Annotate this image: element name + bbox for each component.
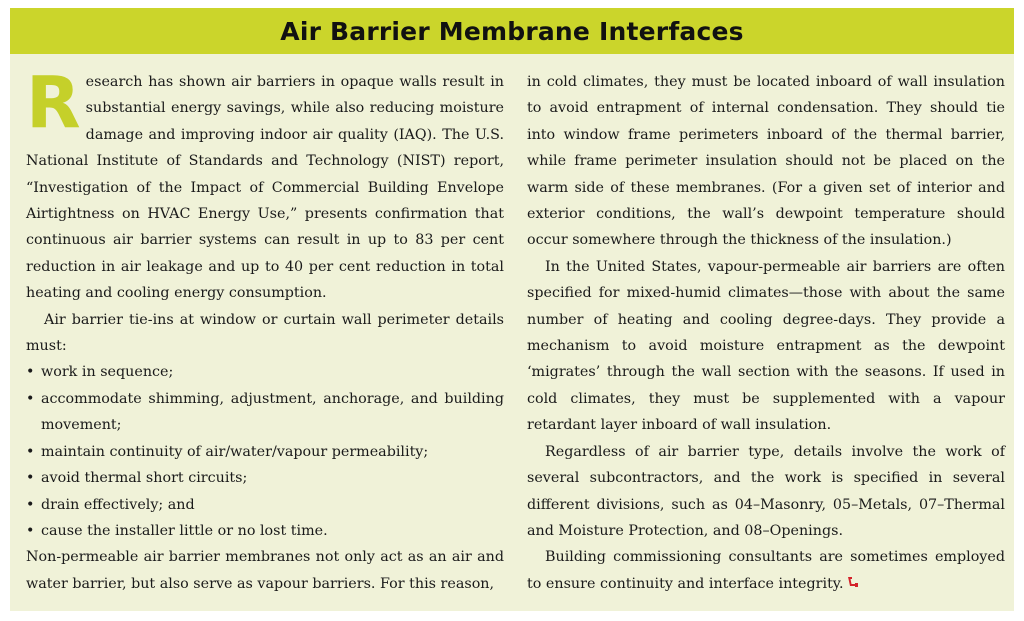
bullets-intro-paragraph: Air barrier tie-ins at window or curtain wall perimeter details must: xyxy=(26,311,504,355)
bullet-icon: • xyxy=(26,496,35,513)
bullet-icon: • xyxy=(26,470,35,487)
bullet-icon: • xyxy=(26,522,35,539)
us-climates-paragraph: In the United States, vapour-permeable air barriers are often specified for mixed-humid climates—those with about the same number of heating and cooling degree-days. They provide a mechanism to avoid moisture entrapment as the dewpoint ‘migrates’ through the wall section with the seasons. If used in cold climates, they must be supplemented with a vapour retardant layer inboard of wall insulation. xyxy=(527,258,1005,434)
end-of-article-icon xyxy=(846,576,860,590)
list-item: • work in sequence; xyxy=(26,359,504,385)
header-bar xyxy=(10,8,1014,54)
list-item: • accommodate shimming, adjustment, anchorage, and building movement; xyxy=(26,386,504,439)
left-column xyxy=(26,61,504,597)
bullet-icon: • xyxy=(26,443,35,460)
list-item: • cause the installer little or no lost time. xyxy=(26,518,504,544)
page-title: Air Barrier Membrane Interfaces xyxy=(280,16,744,46)
right-column xyxy=(527,69,1005,597)
bullet-icon: • xyxy=(26,390,35,407)
list-item: • maintain continuity of air/water/vapour permeability; xyxy=(26,439,504,465)
drop-cap: R xyxy=(26,61,81,144)
list-item: • avoid thermal short circuits; xyxy=(26,465,504,491)
intro-paragraph xyxy=(26,61,504,307)
membranes-paragraph: Non-permeable air barrier membranes not only act as an air and water barrier, but also serve as vapour barriers. For this reason, xyxy=(26,549,504,592)
commissioning-paragraph: Building commissioning consultants are sometimes employed to ensure continuity and interface integrity. xyxy=(527,549,1005,592)
continuation-paragraph: in cold climates, they must be located inboard of wall insulation to avoid entrapment of internal condensation. They should tie into window frame perimeters inboard of the thermal barrier, while frame perimeter insulation should not be placed on the warm side of these membranes. (For a given set of interior and exterior conditions, the wall’s dewpoint temperature should occur somewhere through the thickness of the insulation.) xyxy=(527,74,1005,249)
intro-text: esearch has shown air barriers in opaque walls result in substantial energy savings, while also reducing moisture damage and improving indoor air quality (IAQ). The U.S. National Institute of Standards and Technology (NIST) report, “Investigation of the Impact of Commercial Building Envelope Airtightness on HVAC Energy Use,” presents confirmation that continuous air barrier systems can result in up to 83 per cent reduction in air leakage and up to 40 per cent reduction in total heating and cooling energy consumption. xyxy=(26,74,504,302)
sidebar-panel xyxy=(10,8,1014,611)
bullet-list xyxy=(26,359,504,544)
list-item: • drain effectively; and xyxy=(26,492,504,518)
subcontractors-paragraph: Regardless of air barrier type, details involve the work of several subcontractors, and the work is specified in several different divisions, such as 04–Masonry, 05–Metals, 07–Thermal and Moisture Protection, and 08–Openings. xyxy=(527,443,1005,539)
bullet-icon: • xyxy=(26,364,35,381)
